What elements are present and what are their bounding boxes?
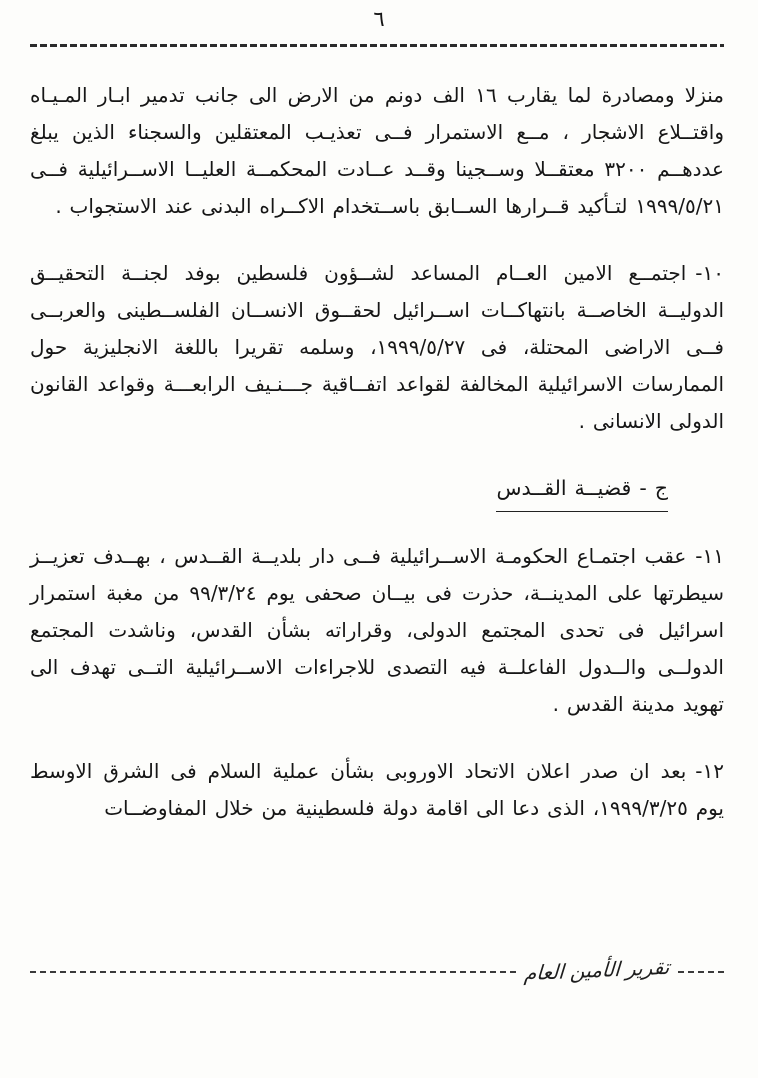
item-11-text: عقب اجتمـاع الحكومـة الاســرائيلية فــى دار بلديــة القــدس ، بهــدف تعزيــز سيطرتها على المدينــة، حذرت فى بيــان صحفى يوم ٩٩/٣/٢٤ من مغبة استمرار اسرائيل فى تحدى المجتمع الدولى، وقراراته بشأن القدس، وناشدت المجتمع الدولــى والــدول الفاعلــة فيه التصدى للاجراءات الاســرائيلية التــى تهدف الى تهويد مدينة القدس . [30, 544, 724, 716]
item-12-text: بعد ان صدر اعلان الاتحاد الاوروبى بشأن عملية السلام فى الشرق الاوسط يوم ١٩٩٩/٣/٢٥، الذى دعا الى اقامة دولة فلسطينية من خلال المفاوضــات [30, 759, 724, 820]
page-content [0, 47, 758, 827]
paragraph-continuation: منزلا ومصادرة لما يقارب ١٦ الف دونم من الارض الى جانب تدمير ابـار المـيـاه واقتــلاع الاشجار ، مــع الاستمرار فــى تعذيـب المعتقلين والسجناء الذين يبلغ عددهــم ٣٢٠٠ معتقــلا وســجينا وقــد عــادت المحكمــة العليــا الاســرائيلية فــى ١٩٩٩/٥/٢١ لتـأكيد قــرارها الســابق باســتخدام الاكــراه البدنى عند الاستجواب . [30, 83, 724, 218]
list-item-11 [30, 538, 724, 723]
list-item-10 [30, 255, 724, 440]
item-10-text: اجتمــع الامين العــام المساعد لشــؤون فلسطين بوفد لجنــة التحقيــق الدوليــة الخاصــة بانتهاكــات اســرائيل لحقــوق الانســان الفلســطينى والعربــى فــى الاراضى المحتلة، فى ١٩٩٩/٥/٢٧، وسلمه تقريرا باللغة الانجليزية حول الممارسات الاسرائيلية المخالفة لقواعد اتفــاقية جـــنـيف الرابعـــة وقواعد القانون الدولى الانسانى . [30, 261, 724, 433]
item-11-number: ١١- [695, 544, 724, 568]
item-12-number: ١٢- [695, 759, 724, 783]
footer [30, 954, 724, 986]
footer-rule [30, 971, 516, 973]
footer-rule-short [678, 971, 724, 973]
item-10-number: ١٠- [695, 261, 724, 285]
signature-handwriting: تقرير الأمين العام [523, 954, 671, 986]
page-number: ٦ [373, 7, 385, 31]
section-heading-row [30, 470, 668, 512]
section-heading: ج - قضيــة القــدس [496, 470, 668, 512]
list-item-12 [30, 753, 724, 827]
